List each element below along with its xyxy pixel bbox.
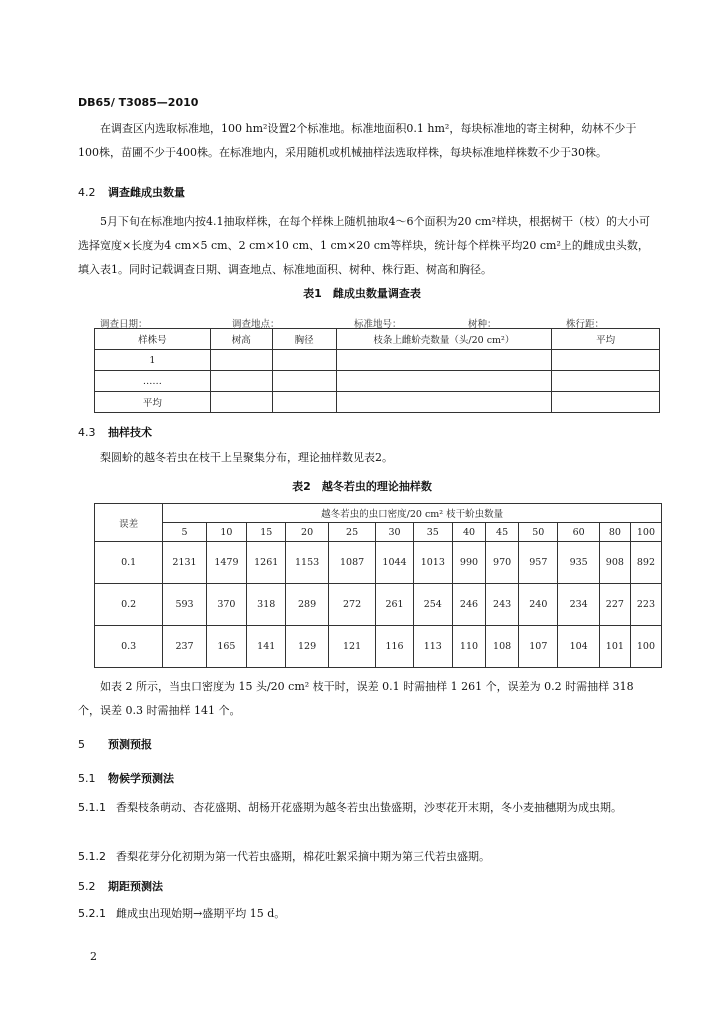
- section-4-3-heading: [78, 424, 152, 440]
- paragraph-5-1-2: [78, 845, 654, 869]
- density-header-cell: 60: [558, 523, 599, 542]
- table-cell: 272: [328, 584, 376, 626]
- table-cell: 116: [376, 626, 413, 668]
- table-cell: 100: [630, 626, 661, 668]
- table-cell: 318: [247, 584, 286, 626]
- table-cell: 2131: [163, 542, 206, 584]
- section-number: 5.2: [78, 880, 96, 893]
- table-cell: 1261: [247, 542, 286, 584]
- error-cell: 0.1: [95, 542, 163, 584]
- table-cell: 990: [452, 542, 485, 584]
- paragraph-4-3: 梨圆蚧的越冬若虫在枝干上呈聚集分布，理论抽样数见表2。: [100, 451, 393, 464]
- section-number: 4.2: [78, 186, 96, 199]
- table-cell: 平均: [95, 392, 211, 413]
- table-cell: 1479: [206, 542, 246, 584]
- table-cell: [552, 392, 660, 413]
- table-header-row: [95, 523, 662, 542]
- section-title: 物候学预测法: [108, 772, 174, 785]
- density-group-header: 越冬若虫的虫口密度/20 cm² 枝干蚧虫数量: [163, 504, 662, 523]
- density-header-cell: 5: [163, 523, 206, 542]
- table1-info-species: 树种：: [468, 319, 497, 330]
- paragraph-5-1-1: [78, 796, 654, 820]
- table-cell: [336, 392, 552, 413]
- document-header: DB65/ T3085—2010: [78, 96, 199, 109]
- section-5-2-heading: [78, 878, 163, 894]
- table-cell: [336, 371, 552, 392]
- density-header-cell: 20: [286, 523, 328, 542]
- table-cell: [210, 371, 272, 392]
- clause-number: 5.2.1: [78, 907, 106, 920]
- table-cell: 243: [486, 584, 519, 626]
- section-5-heading: [78, 736, 152, 752]
- table-cell: 246: [452, 584, 485, 626]
- density-header-cell: 10: [206, 523, 246, 542]
- section-title: 抽样技术: [108, 426, 152, 439]
- table-cell: 107: [519, 626, 558, 668]
- table-cell: 121: [328, 626, 376, 668]
- table-cell: 892: [630, 542, 661, 584]
- table-row: [95, 584, 662, 626]
- table-cell: 110: [452, 626, 485, 668]
- table-cell: [336, 350, 552, 371]
- table-cell: 1044: [376, 542, 413, 584]
- density-header-cell: 25: [328, 523, 376, 542]
- error-cell: 0.3: [95, 626, 163, 668]
- table2: [94, 503, 662, 668]
- intro-paragraph: 在调查区内选取标准地，100 hm²设置2个标准地。标准地面积0.1 hm²，每块标准地的寄主树种，幼林不少于100株，苗圃不少于400株。在标准地内，采用随机或机械抽样法选取样株，每块标准地样株数不少于30株。: [78, 122, 637, 159]
- table-cell: 129: [286, 626, 328, 668]
- table-cell: [272, 392, 336, 413]
- table-cell: 234: [558, 584, 599, 626]
- table-cell: 165: [206, 626, 246, 668]
- table1-info-plot: 标准地号：: [354, 319, 402, 330]
- table-cell: 1153: [286, 542, 328, 584]
- table2-note-paragraph: 如表 2 所示，当虫口密度为 15 头/20 cm² 枝干时，误差 0.1 时需抽样 1 261 个，误差为 0.2 时需抽样 318 个，误差 0.3 时需抽样 141 个。: [78, 680, 634, 717]
- table-cell: [210, 350, 272, 371]
- table-cell: 370: [206, 584, 246, 626]
- table-cell: ……: [95, 371, 211, 392]
- table-row: [95, 350, 660, 371]
- density-header-cell: 35: [413, 523, 452, 542]
- density-header-cell: 15: [247, 523, 286, 542]
- table-cell: [272, 371, 336, 392]
- table-cell: 1087: [328, 542, 376, 584]
- error-header-cell: 误差: [95, 504, 163, 542]
- table1-info-spacing: 株行距：: [566, 319, 605, 330]
- density-header-cell: 50: [519, 523, 558, 542]
- table1-info-location: 调查地点：: [232, 319, 280, 330]
- table-header-cell: 平均: [552, 329, 660, 350]
- clause-number: 5.1.1: [78, 801, 106, 814]
- table-cell: [552, 350, 660, 371]
- table-cell: 289: [286, 584, 328, 626]
- table-cell: 1: [95, 350, 211, 371]
- table-cell: [272, 350, 336, 371]
- table-cell: 237: [163, 626, 206, 668]
- table-header-row: [95, 504, 662, 523]
- table-header-cell: 树高: [210, 329, 272, 350]
- table1-info-date: 调查日期：: [100, 319, 148, 330]
- table-cell: 957: [519, 542, 558, 584]
- table-cell: 113: [413, 626, 452, 668]
- table-cell: 935: [558, 542, 599, 584]
- table-row: [95, 371, 660, 392]
- clause-text: 香梨花芽分化初期为第一代若虫盛期，棉花吐絮采摘中期为第三代若虫盛期。: [116, 850, 490, 863]
- section-number: 5: [78, 738, 85, 751]
- density-header-cell: 45: [486, 523, 519, 542]
- table-cell: 261: [376, 584, 413, 626]
- error-cell: 0.2: [95, 584, 163, 626]
- table-cell: 141: [247, 626, 286, 668]
- table-cell: 240: [519, 584, 558, 626]
- table-cell: 970: [486, 542, 519, 584]
- table-cell: [210, 392, 272, 413]
- table-header-cell: 胸径: [272, 329, 336, 350]
- table-cell: [552, 371, 660, 392]
- table-header-cell: 样株号: [95, 329, 211, 350]
- section-number: 4.3: [78, 426, 96, 439]
- density-header-cell: 30: [376, 523, 413, 542]
- table-row: [95, 542, 662, 584]
- table-header-row: [95, 329, 660, 350]
- clause-number: 5.1.2: [78, 850, 106, 863]
- table1: [94, 328, 660, 413]
- section-title: 预测预报: [108, 738, 152, 751]
- section-number: 5.1: [78, 772, 96, 785]
- table-cell: 254: [413, 584, 452, 626]
- section-title: 期距预测法: [108, 880, 163, 893]
- section-title: 调查雌成虫数量: [108, 186, 185, 199]
- clause-text: 雌成虫出现始期→盛期平均 15 d。: [116, 907, 286, 920]
- table-cell: 108: [486, 626, 519, 668]
- table2-caption: 表2 越冬若虫的理论抽样数: [292, 480, 432, 493]
- table1-caption: 表1 雌成虫数量调查表: [303, 287, 421, 300]
- density-header-cell: 80: [599, 523, 630, 542]
- density-header-cell: 40: [452, 523, 485, 542]
- table-cell: 1013: [413, 542, 452, 584]
- table-row: [95, 626, 662, 668]
- table-cell: 223: [630, 584, 661, 626]
- clause-text: 香梨枝条萌动、杏花盛期、胡杨开花盛期为越冬若虫出蛰盛期，沙枣花开末期，冬小麦抽穗期为成虫期。: [116, 801, 622, 814]
- table-row: [95, 392, 660, 413]
- density-header-cell: 100: [630, 523, 661, 542]
- table-cell: 908: [599, 542, 630, 584]
- paragraph-4-2: 5月下旬在标准地内按4.1抽取样株，在每个样株上随机抽取4～6个面积为20 cm²样块，根据树干（枝）的大小可选择宽度×长度为4 cm×5 cm、2 cm×10 cm、1 cm×20 cm等样块，统计每个样株平均20 cm²上的雌成虫头数，填入表1。同时记载调查日期、调查地点、标准地面积、树种、株行距、树高和胸径。: [78, 215, 650, 276]
- table-cell: 593: [163, 584, 206, 626]
- table-cell: 227: [599, 584, 630, 626]
- table-header-cell: 枝条上雌蚧壳数量（头/20 cm²）: [336, 329, 552, 350]
- table-cell: 101: [599, 626, 630, 668]
- section-4-2-heading: [78, 184, 185, 200]
- section-5-1-heading: [78, 770, 174, 786]
- paragraph-5-2-1: [78, 902, 654, 926]
- page-number: 2: [90, 950, 97, 963]
- table-cell: 104: [558, 626, 599, 668]
